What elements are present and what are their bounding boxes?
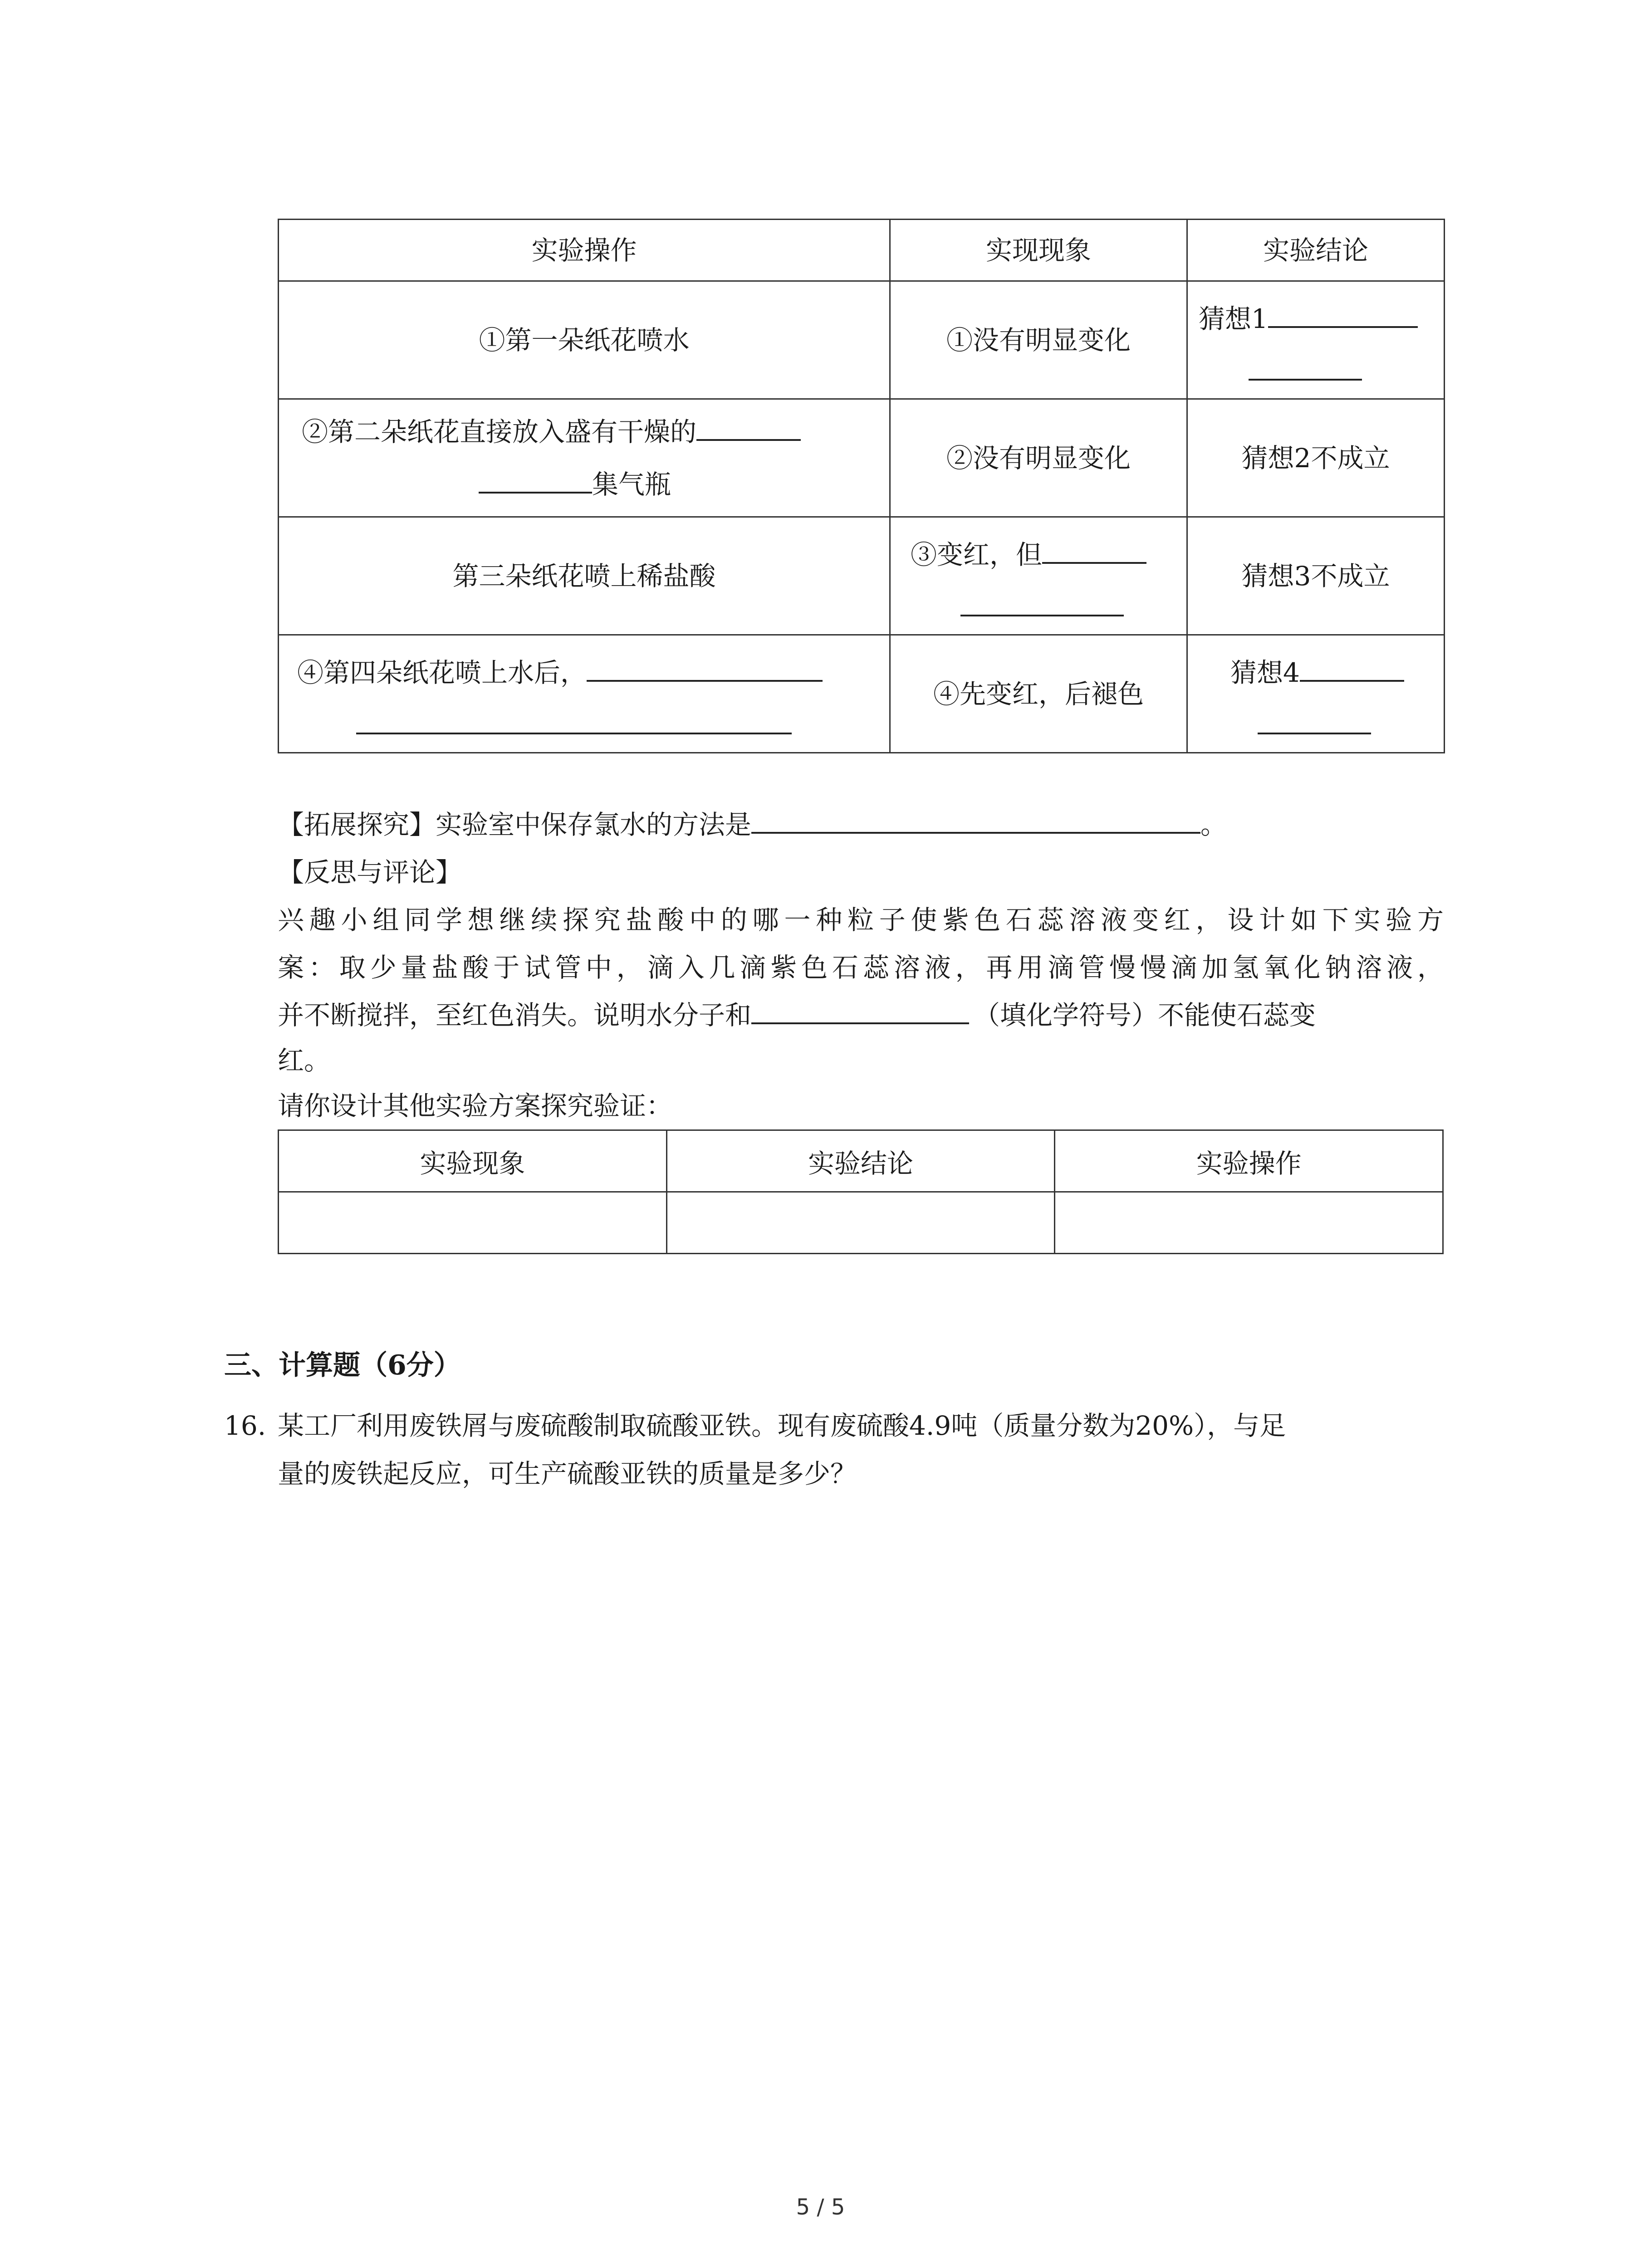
answer-blank[interactable] — [1249, 355, 1362, 381]
header-phenomenon: 实现现象 — [890, 220, 1187, 281]
row4-operation-text: ④第四朵纸花喷上水后， — [297, 657, 587, 688]
header-operation: 实验操作 — [1055, 1130, 1443, 1192]
table-header-row — [279, 220, 1445, 281]
row2-operation-end: 集气瓶 — [592, 469, 671, 500]
answer-blank[interactable] — [1300, 656, 1404, 682]
answer-blank[interactable] — [1258, 709, 1371, 734]
section-title: 三、计算题（6分） — [224, 1349, 461, 1381]
row4-phenomenon: ④先变红，后褪色 — [890, 635, 1187, 753]
table-row — [279, 399, 1445, 517]
row3-phenomenon — [890, 517, 1187, 635]
reflect-label: 【反思与评论】 — [278, 857, 462, 888]
header-phenomenon: 实验现象 — [279, 1130, 667, 1192]
answer-blank[interactable] — [751, 999, 969, 1024]
answer-blank[interactable] — [696, 415, 801, 441]
design-table — [278, 1129, 1444, 1254]
reflect-line1: 兴趣小组同学想继续探究盐酸中的哪一种粒子使紫色石蕊溶液变红，设计如下实验方 — [278, 904, 1444, 935]
row3-operation: 第三朵纸花喷上稀盐酸 — [279, 517, 890, 635]
question-line2: 量的废铁起反应，可生产硫酸亚铁的质量是多少？ — [278, 1458, 857, 1489]
row3-conclusion: 猜想3不成立 — [1187, 517, 1445, 635]
question-number: 16. — [224, 1410, 266, 1441]
row1-operation: ①第一朵纸花喷水 — [279, 281, 890, 399]
design-prompt: 请你设计其他实验方案探究验证： — [278, 1090, 673, 1121]
extend-question — [278, 801, 1444, 849]
reflect-line3-start: 并不断搅拌，至红色消失。说明水分子和 — [278, 1000, 752, 1031]
header-operation: 实验操作 — [279, 220, 890, 281]
extend-label: 【拓展探究】实验室中保存氯水的方法是 — [278, 809, 752, 840]
row3-phenomenon-text: ③变红，但 — [911, 539, 1043, 570]
row2-operation — [279, 399, 890, 517]
reflect-line2: 案：取少量盐酸于试管中，滴入几滴紫色石蕊溶液，再用滴管慢慢滴加氢氧化钠溶液， — [278, 952, 1444, 983]
table-row — [279, 1192, 1443, 1254]
answer-cell[interactable] — [279, 1192, 667, 1254]
reflect-line4: 红。 — [278, 1045, 331, 1076]
row1-phenomenon: ①没有明显变化 — [890, 281, 1187, 399]
table-row — [279, 517, 1445, 635]
row4-operation — [279, 635, 890, 753]
row4-conclusion-text: 猜想4 — [1230, 657, 1300, 688]
row2-conclusion: 猜想2不成立 — [1187, 399, 1445, 517]
row4-conclusion — [1187, 635, 1445, 753]
row2-phenomenon: ②没有明显变化 — [890, 399, 1187, 517]
experiment-table — [278, 219, 1445, 753]
answer-cell[interactable] — [1055, 1192, 1443, 1254]
reflect-line3-end: （填化学符号）不能使石蕊变 — [974, 1000, 1316, 1031]
reflect-line3 — [278, 991, 1444, 1039]
answer-blank[interactable] — [751, 808, 1200, 834]
table-row — [279, 281, 1445, 399]
answer-blank[interactable] — [960, 591, 1124, 616]
page-number: 5 / 5 — [796, 2195, 845, 2220]
row2-operation-text: ②第二朵纸花直接放入盛有干燥的 — [302, 416, 697, 447]
answer-blank[interactable] — [479, 468, 592, 494]
question-16 — [224, 1402, 1445, 1498]
answer-blank[interactable] — [1042, 538, 1146, 564]
extend-end: 。 — [1200, 809, 1227, 840]
answer-blank[interactable] — [587, 656, 823, 682]
question-line1: 某工厂利用废铁屑与废硫酸制取硫酸亚铁。现有废硫酸4.9吨（质量分数为20%），与足 — [278, 1410, 1286, 1441]
header-conclusion: 实验结论 — [1187, 220, 1445, 281]
row1-conclusion — [1187, 281, 1445, 399]
header-conclusion: 实验结论 — [666, 1130, 1055, 1192]
answer-cell[interactable] — [666, 1192, 1055, 1254]
row1-conclusion-text: 猜想1 — [1199, 303, 1268, 334]
table-header-row — [279, 1130, 1443, 1192]
table-row — [279, 635, 1445, 753]
answer-blank[interactable] — [356, 709, 792, 734]
answer-blank[interactable] — [1268, 303, 1418, 328]
